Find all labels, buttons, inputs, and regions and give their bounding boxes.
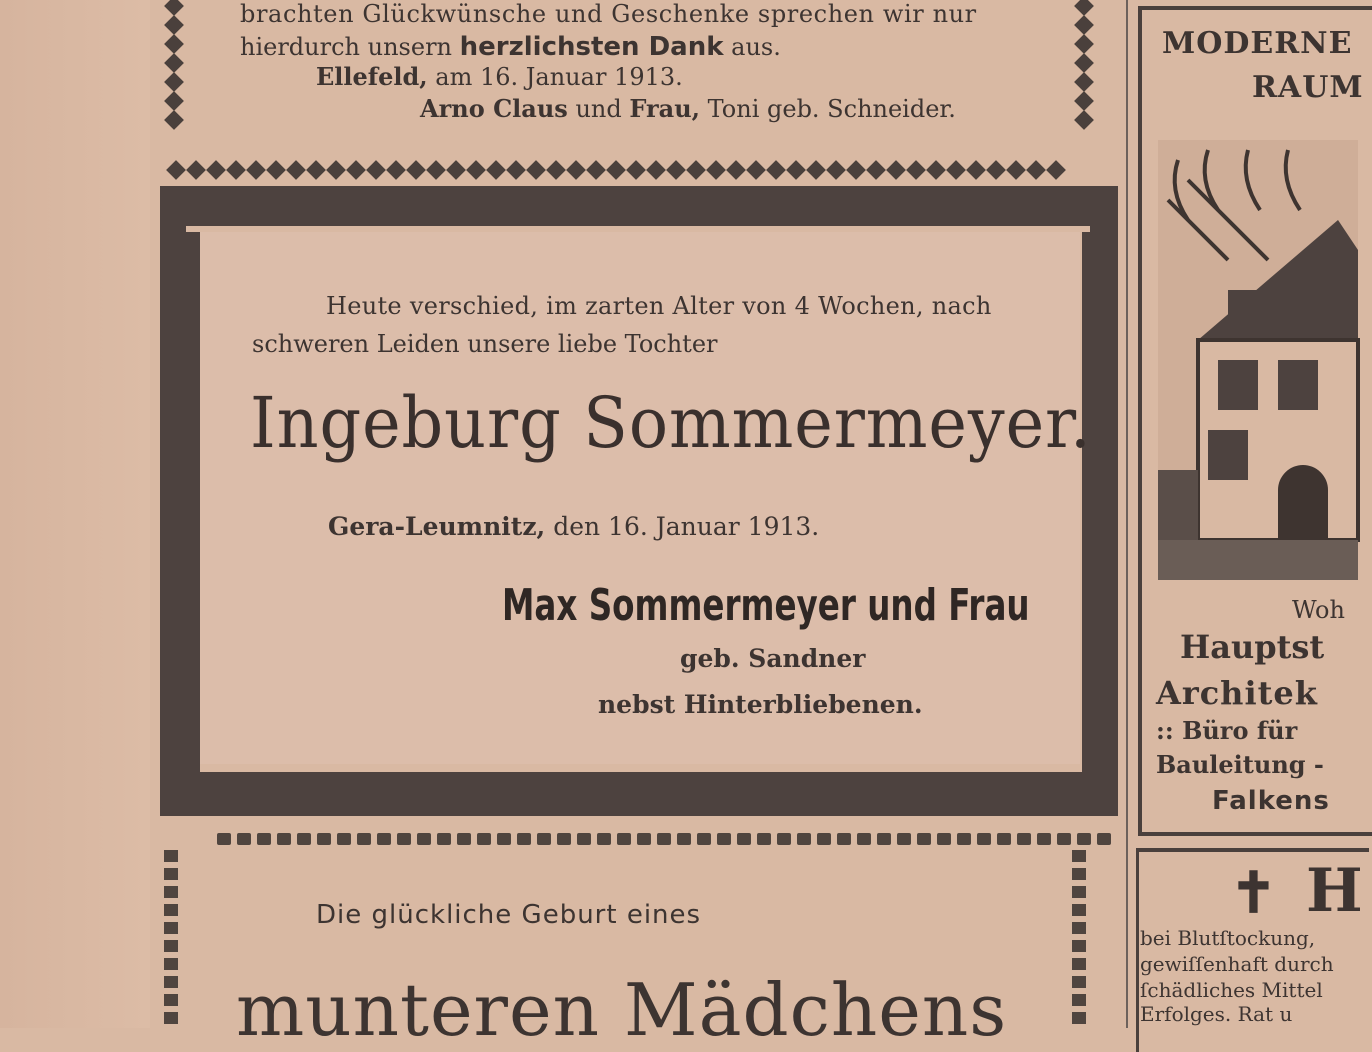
deceased-name: Ingeburg Sommermeyer. (250, 382, 1092, 464)
funeral-place: Gera-Leumnitz, (328, 512, 546, 541)
right-ad2-line-4: Erfolges. Rat u (1140, 1002, 1293, 1026)
right-ad-architek: Architek (1156, 674, 1318, 712)
top-place-date (316, 62, 683, 91)
right-ad-hauptst: Hauptst (1180, 628, 1325, 666)
frame-strip-left (166, 232, 200, 772)
right-ad-bauleitung: Bauleitung - (1156, 750, 1324, 779)
right-ad-title-2: RAUM (1252, 70, 1364, 105)
top-signer-1: Arno Claus (420, 94, 568, 123)
column-rule (1126, 0, 1128, 1028)
funeral-line-1: Heute verschied, im zarten Alter von 4 Wochen, nach (326, 292, 992, 320)
top-date: am 16. Januar 1913. (435, 63, 683, 91)
bead-border-right (1072, 850, 1086, 1030)
diamond-border-bottom (166, 160, 1066, 180)
diamond-border-left (164, 0, 186, 132)
parents-names: Max Sommermeyer und Frau (502, 580, 1030, 631)
frame-strip-right (1082, 232, 1114, 772)
top-line-2-post: aus. (731, 33, 781, 61)
birth-line-1: Die glückliche Geburt eines (316, 900, 702, 930)
top-line-2-bold: herzlichsten Dank (459, 32, 724, 62)
paper-margin (0, 0, 150, 1028)
bead-border-top (214, 830, 1114, 849)
top-line-2 (240, 32, 781, 62)
birth-line-2: munteren Mädchens (236, 968, 1008, 1052)
bead-border-left (164, 850, 178, 1030)
top-signer-3: Toni geb. Schneider. (707, 95, 956, 123)
top-signers (420, 94, 956, 123)
right-ad-buero: :: Büro für (1156, 716, 1298, 745)
relatives-line: nebst Hinterbliebenen. (598, 690, 923, 719)
funeral-line-2: schweren Leiden unsere liebe Tochter (252, 330, 718, 358)
cross-icon: ✝ (1230, 860, 1277, 926)
right-ad-woh: Woh (1292, 596, 1345, 624)
right-ad2-line-3: ſchädliches Mittel (1140, 978, 1323, 1002)
house-illustration (1158, 140, 1358, 580)
top-und: und (575, 95, 622, 123)
funeral-place-date (328, 512, 819, 541)
top-line-1: brachten Glückwünsche und Geschenke sprechen wir nur (240, 0, 977, 28)
right-ad2-initial: H (1306, 856, 1363, 926)
right-ad-title-1: MODERNE (1162, 26, 1353, 61)
top-line-2-pre: hierdurch unsern (240, 33, 452, 61)
maiden-name: geb. Sandner (680, 644, 866, 673)
right-ad2-line-1: bei Blutſtockung, (1140, 926, 1316, 950)
funeral-date: den 16. Januar 1913. (553, 512, 820, 541)
top-place: Ellefeld, (316, 62, 428, 91)
right-ad-falken: Falkens (1212, 786, 1330, 816)
diamond-border-right (1074, 0, 1096, 132)
right-ad2-line-2: gewiſſenhaft durch (1140, 952, 1334, 976)
top-signer-2: Frau, (629, 94, 700, 123)
